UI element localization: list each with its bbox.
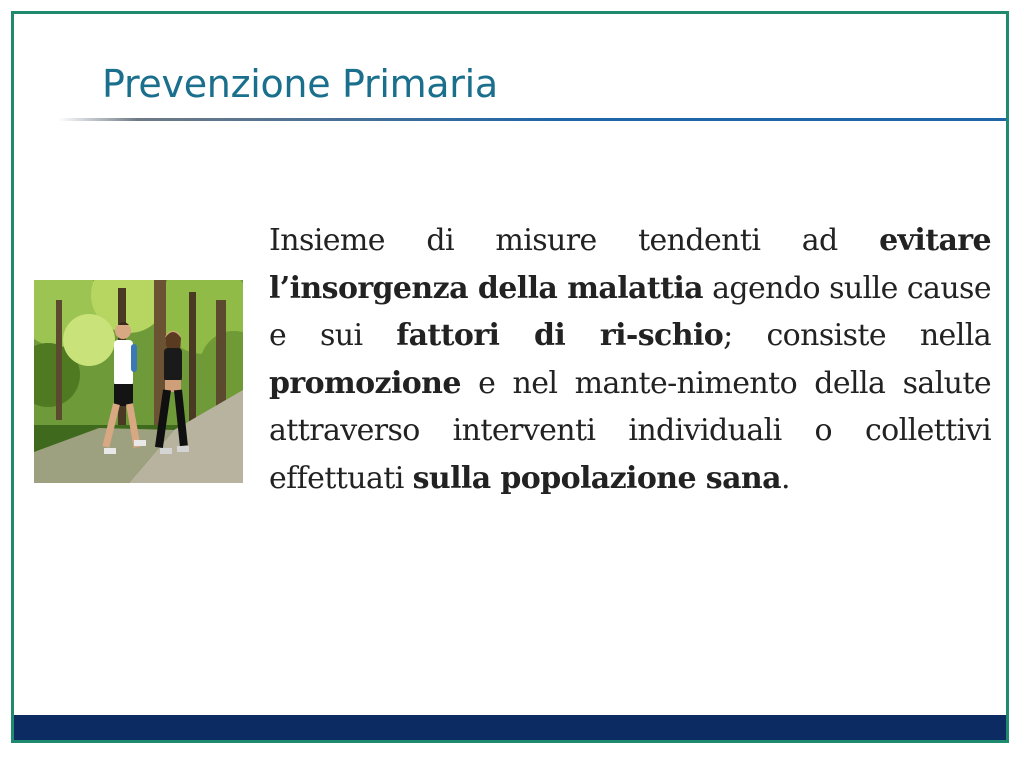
slide-frame xyxy=(11,11,1009,743)
body-text-segment-bold: fattori di ri-schio xyxy=(396,318,724,353)
body-text-segment-bold: evitare l’insorgenza della malattia xyxy=(269,223,991,306)
title-divider xyxy=(58,118,1009,121)
body-text-segment: Insieme di misure tendenti ad xyxy=(269,223,880,258)
body-paragraph xyxy=(269,217,991,502)
footer-bar xyxy=(14,715,1006,743)
body-text-segment: ; consiste nella xyxy=(723,318,991,353)
body-text-segment-bold: sulla popolazione sana xyxy=(412,460,781,496)
body-text-segment-bold: promozione xyxy=(269,365,461,401)
body-text-segment: . xyxy=(780,460,790,496)
runners-photo xyxy=(34,280,243,483)
body-text-segment: agendo sulle cause e sui xyxy=(269,270,991,353)
body-text-segment: e nel mante-nimento della salute attraverso interventi individuali o collettivi effettuati xyxy=(269,365,991,496)
slide-title: Prevenzione Primaria xyxy=(102,62,498,106)
